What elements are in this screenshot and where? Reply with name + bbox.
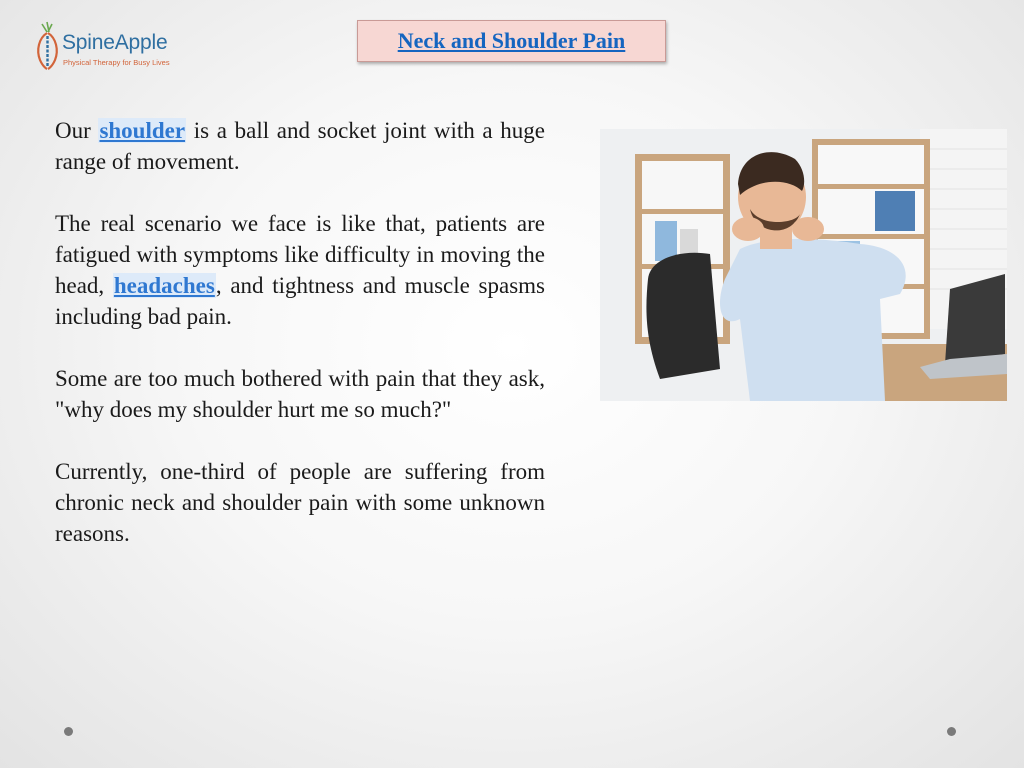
paragraph-text: is a ball and socket joint with a huge range of movement. bbox=[55, 118, 545, 174]
logo-tagline: Physical Therapy for Busy Lives bbox=[63, 58, 170, 67]
spineapple-logo[interactable] bbox=[34, 20, 204, 72]
title-box bbox=[357, 20, 666, 62]
headaches-link[interactable]: headaches bbox=[113, 273, 215, 298]
paragraph-text: , and tightness and muscle spasms including bad pain. bbox=[55, 273, 545, 329]
decorative-dot-left bbox=[64, 727, 73, 736]
paragraph-symptoms bbox=[55, 208, 545, 332]
decorative-dot-right bbox=[947, 727, 956, 736]
article-body bbox=[55, 115, 545, 549]
paragraph-text: The real scenario we face is like that, patients are fatigued with symptoms like difficulty in moving the head, bbox=[55, 211, 545, 298]
pineapple-spine-icon bbox=[34, 20, 62, 72]
shoulder-link[interactable]: shoulder bbox=[99, 118, 186, 143]
paragraph-question: Some are too much bothered with pain that they ask, "why does my shoulder hurt me so much?" bbox=[55, 366, 545, 422]
paragraph-shoulder bbox=[55, 115, 545, 177]
neck-pain-photo bbox=[600, 129, 1007, 401]
logo-name: SpineApple bbox=[62, 31, 168, 54]
page-title-link[interactable]: Neck and Shoulder Pain bbox=[397, 28, 626, 53]
paragraph-text: Our bbox=[55, 118, 99, 143]
paragraph-statistic: Currently, one-third of people are suffering from chronic neck and shoulder pain with some unknown reasons. bbox=[55, 459, 545, 546]
